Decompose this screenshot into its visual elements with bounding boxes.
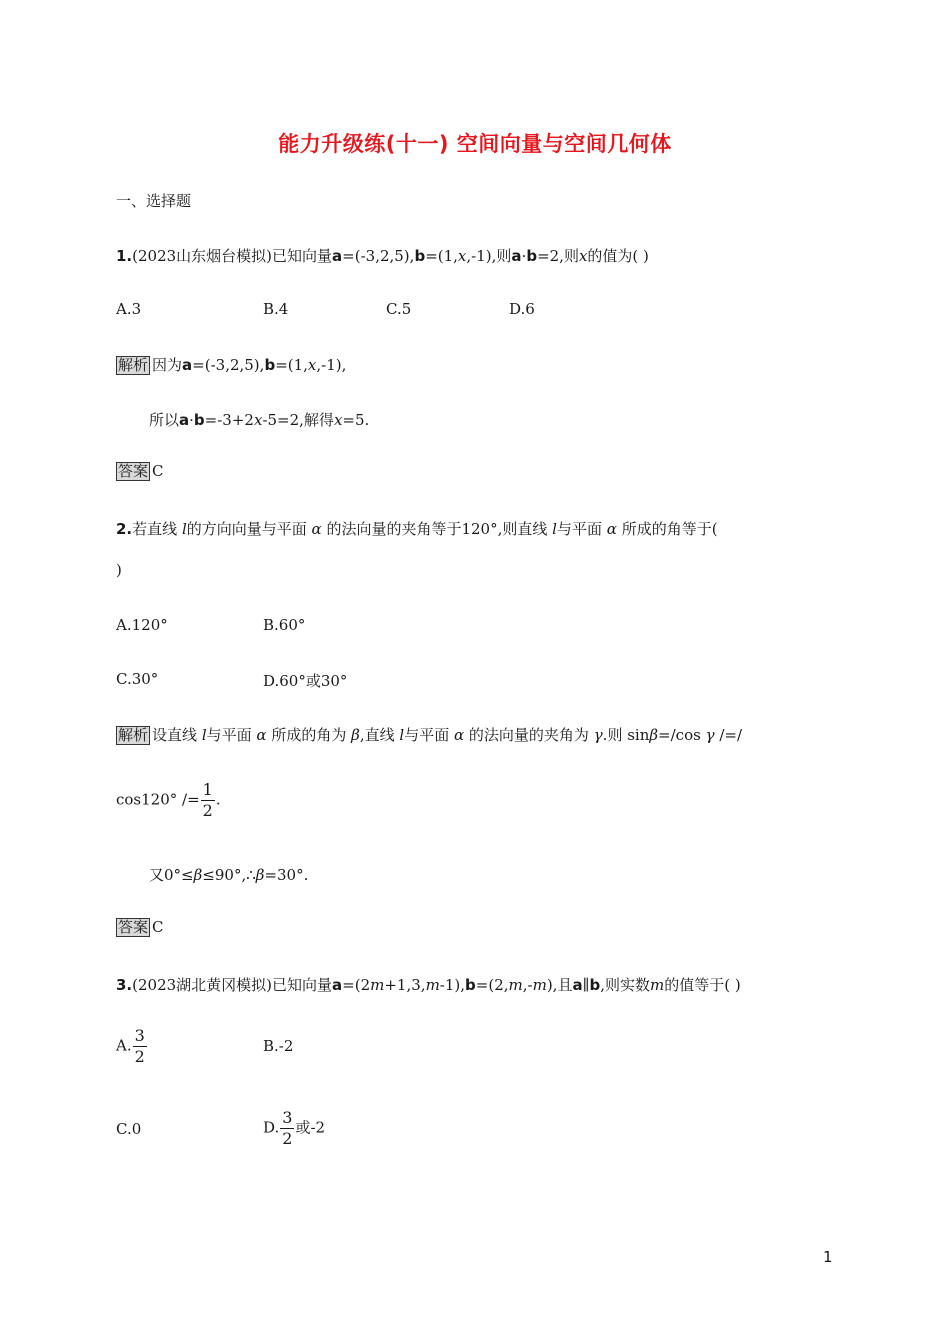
answer-tag: 答案 — [118, 918, 149, 936]
analysis-tag: 解析 — [118, 356, 149, 374]
option-c: C.0 — [116, 1120, 142, 1138]
option-b: B.4 — [263, 300, 289, 318]
page-number: 1 — [823, 1248, 833, 1266]
option-c: C.5 — [386, 300, 412, 318]
analysis-tag: 解析 — [118, 726, 149, 744]
option-d: D. $\frac{3}{2}$ 或-2 — [263, 1108, 326, 1148]
question-3-stem: 3.(2023湖北黄冈模拟)已知向量a=(2m+1,3,m-1),b=(2,m,-m),且a∥b,则实数m的值等于( ) — [116, 976, 741, 994]
question-1-analysis: 解析 因为a=(-3,2,5),b=(1,x,-1), — [118, 356, 347, 374]
section-heading: 一、选择题 — [116, 192, 192, 210]
question-1-answer: 答案 C — [118, 462, 164, 480]
question-2-analysis-line2: cos120° /= $\frac{1}{2}$ . — [116, 780, 221, 820]
question-number: 2. — [116, 520, 133, 538]
question-number: 3. — [116, 976, 133, 994]
fraction-three-halves: $\frac{3}{2}$ — [282, 1108, 293, 1148]
question-2-answer: 答案 C — [118, 918, 164, 936]
question-2-analysis: 解析 设直线 l与平面 α 所成的角为 β,直线 l与平面 α 的法向量的夹角为 γ.则 sinβ=/cos γ /=/ — [118, 726, 743, 744]
option-d: D.60°或30° — [263, 672, 348, 690]
fraction-one-half: $\frac{1}{2}$ — [202, 780, 213, 820]
page-title: 能力升级练(十一) 空间向量与空间几何体 — [278, 132, 672, 156]
option-a: A. $\frac{3}{2}$ — [116, 1026, 145, 1066]
question-1-analysis-line2: 所以a·b=-3+2x-5=2,解得x=5. — [149, 411, 370, 429]
fraction-three-halves: $\frac{3}{2}$ — [134, 1026, 145, 1066]
option-a: A.3 — [116, 300, 142, 318]
option-c: C.30° — [116, 670, 159, 688]
answer-tag: 答案 — [118, 462, 149, 480]
question-2-stem-line2: ) — [116, 561, 122, 579]
question-2-analysis-line3: 又0°≤β≤90°,∴β=30°. — [149, 866, 309, 884]
option-b: B.60° — [263, 616, 306, 634]
option-b: B.-2 — [263, 1037, 294, 1055]
option-a: A.120° — [116, 616, 168, 634]
option-d: D.6 — [509, 300, 535, 318]
question-2-stem: 2.若直线 l的方向向量与平面 α 的法向量的夹角等于120°,则直线 l与平面 α 所成的角等于( — [116, 520, 718, 538]
question-number: 1. — [116, 247, 133, 265]
question-1-stem: 1.(2023山东烟台模拟)已知向量a=(-3,2,5),b=(1,x,-1),则a·b=2,则x的值为( ) — [116, 247, 649, 265]
